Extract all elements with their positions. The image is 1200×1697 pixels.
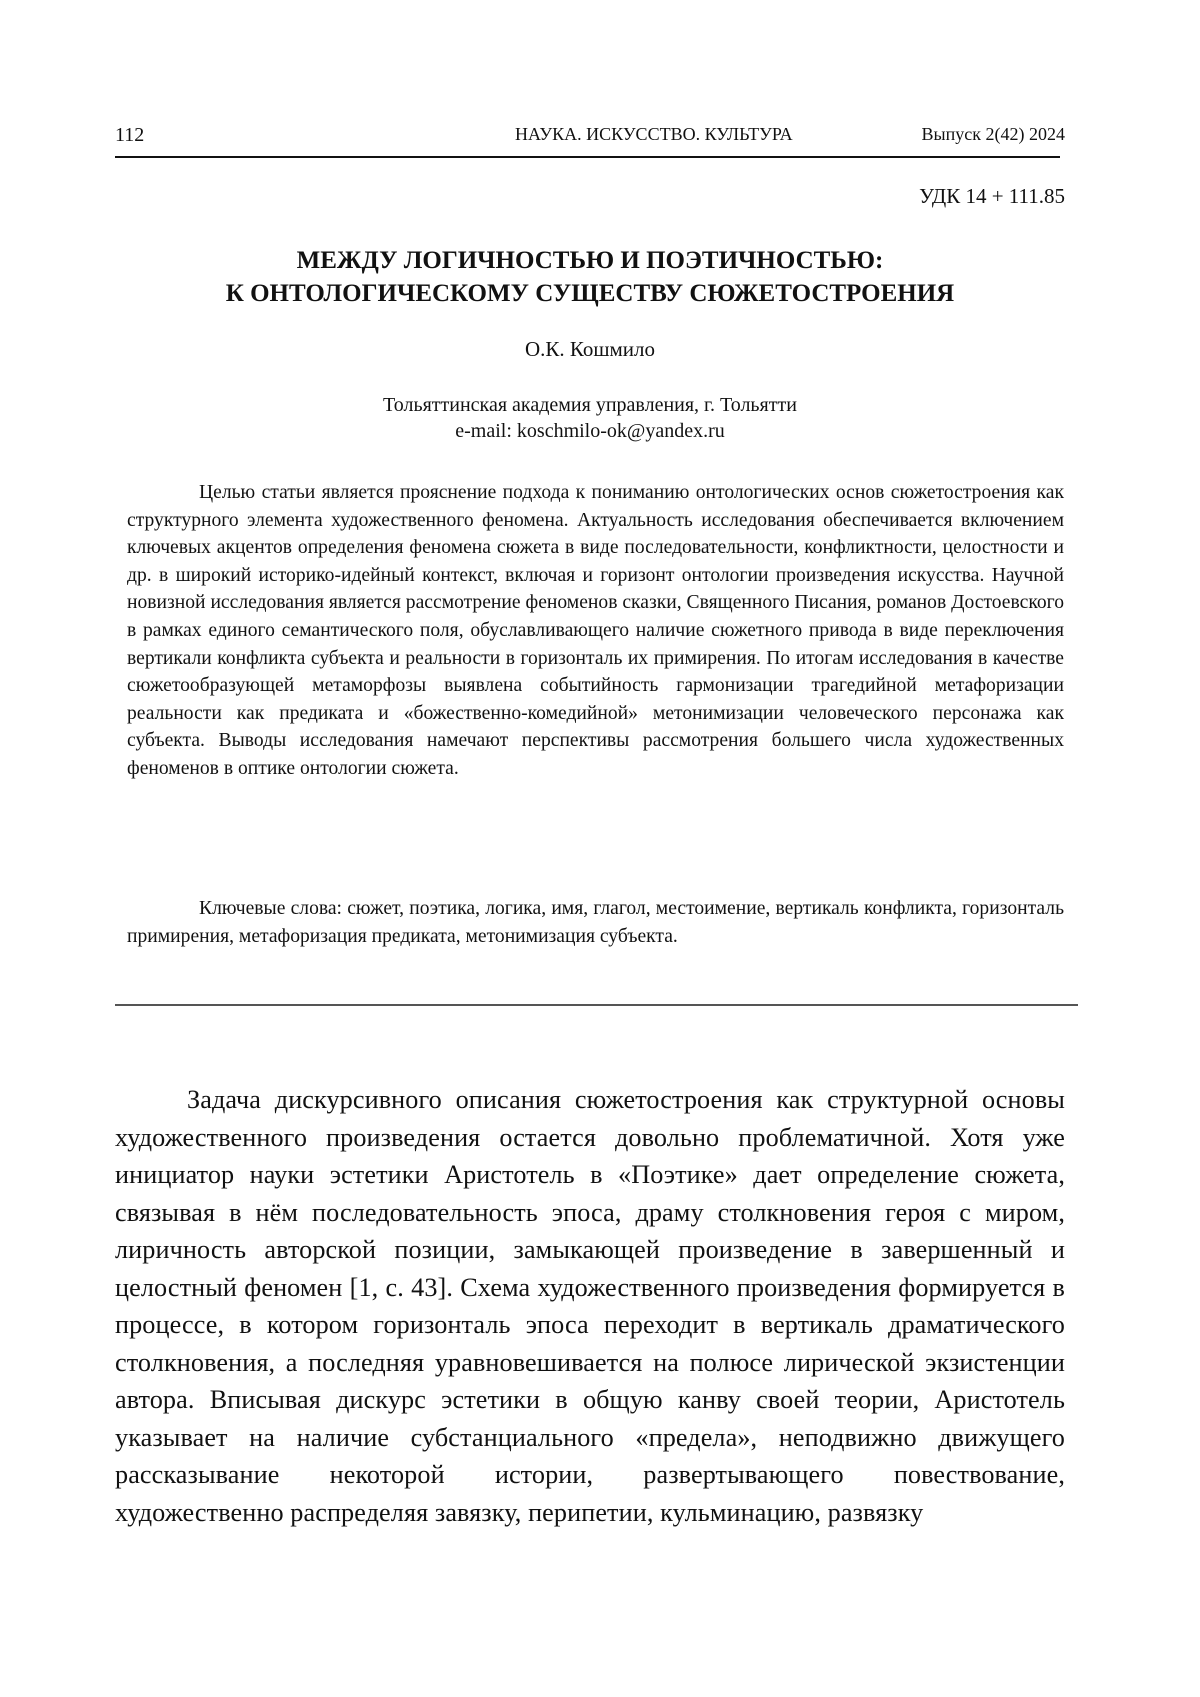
title-line-2: К ОНТОЛОГИЧЕСКОМУ СУЩЕСТВУ СЮЖЕТОСТРОЕНИЯ: [226, 280, 955, 307]
issue-number: Выпуск 2(42) 2024: [922, 124, 1065, 145]
body-paragraph: Задача дискурсивного описания сюжетостроения как структурной основы художественного произведения остается довольно проблематичной. Хотя уже инициатор науки эстетики Аристотель в «Поэтике» дает определение сюжета, связывая в нём последовательность эпоса, драму столкновения героя с миром, лиричность авторской позиции, замыкающей произведение в завершенный и целостный феномен [1, с. 43]. Схема художественного произведения формируется в процессе, в котором горизонталь эпоса переходит в вертикаль драматического столкновения, а последняя уравновешивается на полюсе лирической экзистенции автора. Вписывая дискурс эстетики в общую канву своей теории, Аристотель указывает на наличие субстанциального «предела», неподвижно движущего рассказывание некоторой истории, развертывающего повествование, художественно распределяя завязку, перипетии, кульминацию, развязку: [115, 1081, 1065, 1531]
article-title: [115, 244, 1065, 310]
affiliation: [115, 392, 1065, 444]
journal-page: [0, 0, 1200, 1697]
journal-name: НАУКА. ИСКУССТВО. КУЛЬТУРА: [515, 124, 793, 145]
header-divider: [115, 156, 1060, 158]
udk-code: УДК 14 + 111.85: [919, 184, 1065, 209]
section-divider: [115, 1004, 1078, 1006]
abstract: Целью статьи является прояснение подхода к пониманию онтологических основ сюжетостроения как структурного элемента художественного феномена. Актуальность исследования обеспечивается включением ключевых акцентов определения феномена сюжета в виде последовательности, конфликтности, целостности и др. в широкий историко-идейный контекст, включая и горизонт онтологии произведения искусства. Научной новизной исследования является рассмотрение феноменов сказки, Священного Писания, романов Достоевского в рамках единого семантического поля, обуславливающего наличие сюжетного привода в виде переключения вертикали конфликта субъекта и реальности в горизонталь их примирения. По итогам исследования в качестве сюжетообразующей метаморфозы выявлена событийность гармонизации трагедийной метафоризации реальности как предиката и «божественно-комедийной» метонимизации человеческого персонажа как субъекта. Выводы исследования намечают перспективы рассмотрения большего числа художественных феноменов в оптике онтологии сюжета.: [127, 479, 1064, 783]
page-number: 112: [115, 124, 144, 147]
keywords: Ключевые слова: сюжет, поэтика, логика, имя, глагол, местоимение, вертикаль конфликта, горизонталь примирения, метафоризация предиката, метонимизация субъекта.: [127, 895, 1064, 950]
author-name: О.К. Кошмило: [115, 337, 1065, 362]
title-line-1: МЕЖДУ ЛОГИЧНОСТЬЮ И ПОЭТИЧНОСТЬЮ:: [297, 247, 884, 274]
author-email: e-mail: koschmilo-ok@yandex.ru: [115, 418, 1065, 444]
institution: Тольяттинская академия управления, г. Тольятти: [115, 392, 1065, 418]
running-header: [115, 122, 1065, 152]
